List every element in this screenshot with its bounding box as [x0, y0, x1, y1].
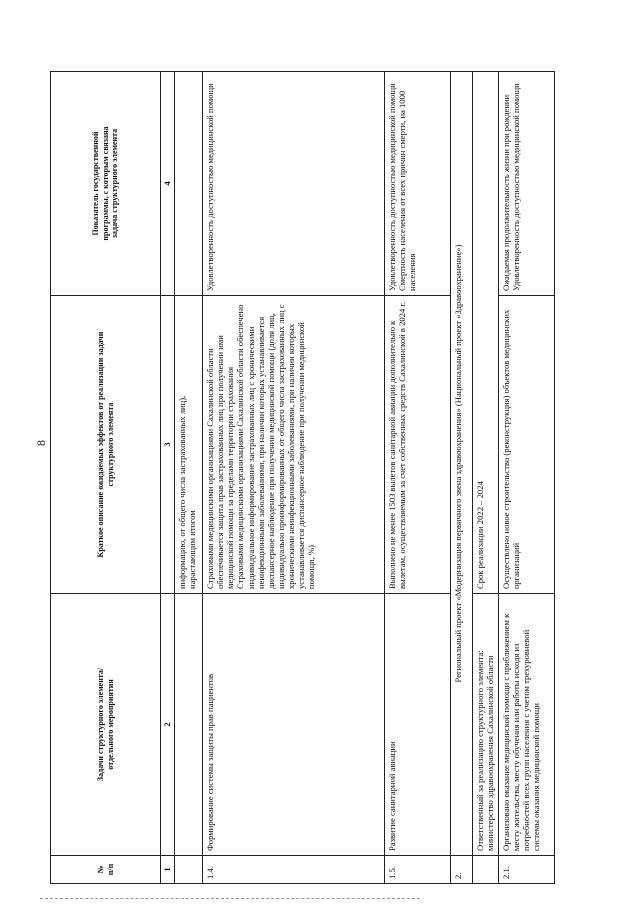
section-period: Срок реализации 2022 – 2024	[473, 72, 499, 594]
section-responsible-row	[473, 72, 499, 884]
column-number-row	[161, 72, 175, 884]
rotated-table-sheet	[50, 72, 610, 884]
header-effect: Краткое описание ожидаемых эффектов от реализации задачи структурного элемента	[51, 296, 161, 594]
row-number: 1.5.	[385, 856, 451, 884]
row-task: Формирование системы защиты прав пациентов	[203, 594, 385, 856]
empty-cell	[175, 856, 203, 884]
structural-elements-table	[50, 71, 555, 884]
section-title: Региональный проект «Модернизация первичного звена здравоохранения» (Национальный проект «Здравоохранение»)	[451, 72, 473, 856]
row-task: Развитие санитарной авиации	[385, 594, 451, 856]
row-number: 1.4.	[203, 856, 385, 884]
row-task: Организовано оказание медицинской помощи с приближением к месту жительства, месту обучения или работы исходя из потребностей всех групп населения с учетом трехуровневой системы оказания медицинской помощи	[499, 594, 555, 856]
table-row	[385, 72, 451, 884]
col-number-3: 3	[161, 296, 175, 594]
page-number: 8	[34, 440, 48, 446]
col-number-1: 1	[161, 856, 175, 884]
empty-cell	[175, 72, 203, 296]
col-number-2: 2	[161, 594, 175, 856]
section-title-row	[451, 72, 473, 884]
section-responsible: Ответственный за реализацию структурного элемента: министерство здравоохранения Сахалинской области	[473, 594, 499, 856]
header-task: Задачи структурного элемента/ отдельного мероприятия	[51, 594, 161, 856]
table-row	[203, 72, 385, 884]
continuation-text: информацию, от общего числа застрахованных лиц), нарастающим итогом	[175, 296, 203, 594]
scan-edge-line	[40, 898, 420, 899]
section-number: 2.	[451, 856, 473, 884]
row-indicator: Удовлетворенность доступностью медицинской помощи	[203, 72, 385, 296]
header-indicator: Показатель государственной программы, с которым связана задача структурного элемента	[51, 72, 161, 296]
table-row	[499, 72, 555, 884]
row-indicator: Ожидаемая продолжительность жизни при рождении Удовлетворенность доступностью медицинской помощи	[499, 72, 555, 296]
header-number: № п/п	[51, 856, 161, 884]
table-header-row	[51, 72, 161, 884]
row-number: 2.1.	[499, 856, 555, 884]
table-row	[175, 72, 203, 884]
row-effect: Страховыми медицинскими организациями Сахалинской области обеспечивается защита прав застрахованных лиц при получении ими медицинской помощи за пределами территории страхования Страховыми медицинскими организациями Сахалинской области обеспечено индивидуальное информирование застрахованных лиц с хроническими неинфекционными заболеваниями, при наличии которых устанавливается диспансерное наблюдение при получении медицинской помощи (доля лиц, индивидуально проинформированных от общего числа застрахованных лиц с хроническими неинфекционными заболеваниями, при наличии которых устанавливается диспансерное наблюдение при получении медицинской помощи, %)	[203, 296, 385, 594]
empty-cell	[473, 856, 499, 884]
empty-cell	[175, 594, 203, 856]
row-effect: Выполнено не менее 1503 вылетов санитарной авиации дополнительно к вылетам, осуществляемым за счет собственных средств Сахалинской в 2024 г.	[385, 296, 451, 594]
col-number-4: 4	[161, 72, 175, 296]
row-effect: Осуществлено новое строительство (реконструкция) объектов медицинских организаций	[499, 296, 555, 594]
row-indicator: Удовлетворенность доступностью медицинской помощи Смертность населения от всех причин смерти, на 1000 населения	[385, 72, 451, 296]
